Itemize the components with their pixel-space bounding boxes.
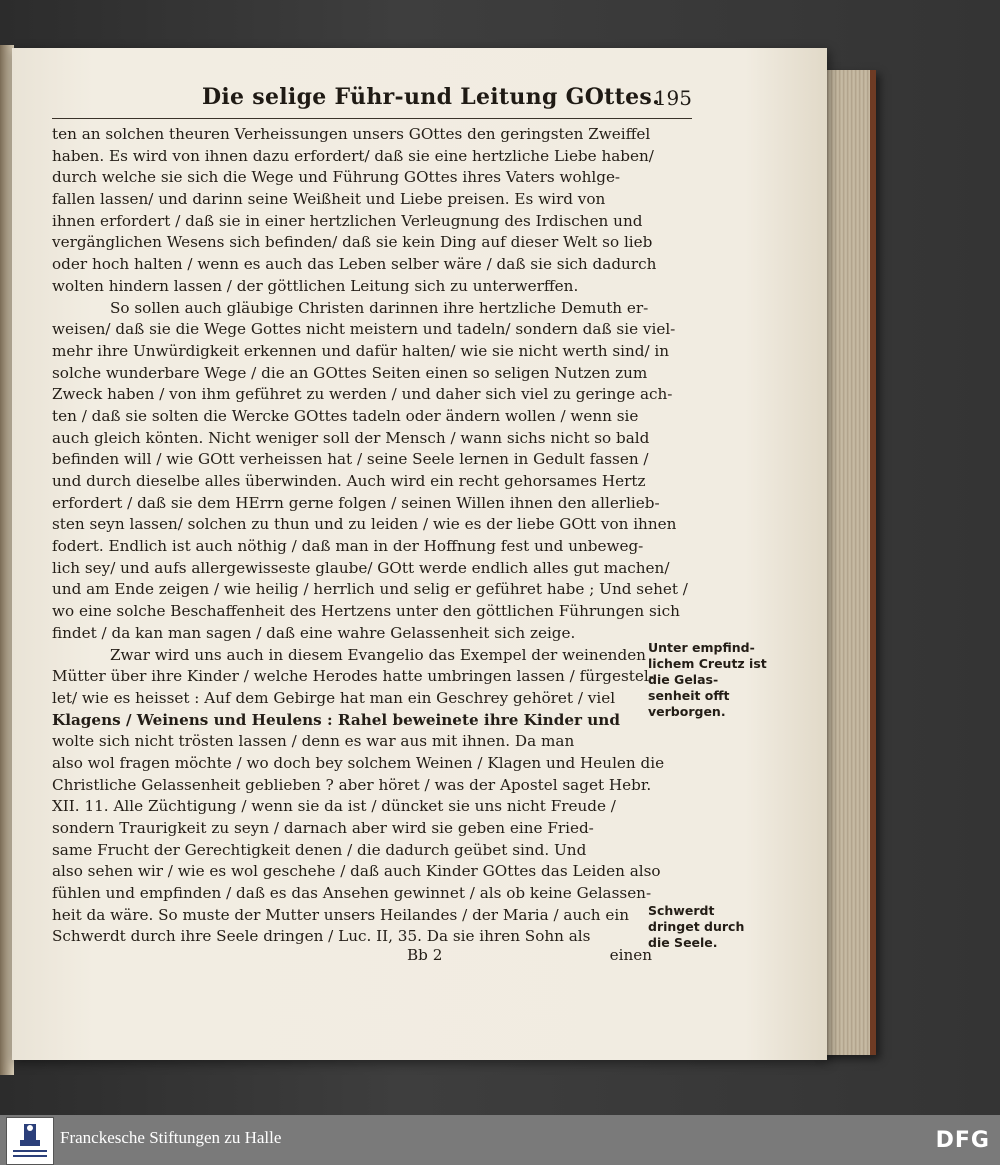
text-line: Schwerdt durch ihre Seele dringen / Luc. II, 35. Da sie ihren Sohn als: [52, 927, 591, 946]
francke-emblem-icon: [7, 1118, 53, 1164]
text-line: also wol fragen möchte / wo doch bey solchem Weinen / Klagen und Heulen die: [52, 753, 665, 772]
text-line: heit da wäre. So muste der Mutter unsers Heilandes / der Maria / auch ein: [52, 905, 630, 924]
running-head: [52, 84, 692, 119]
text-line: weisen/ daß sie die Wege Gottes nicht meistern und tadeln/ sondern daß sie viel-: [52, 320, 676, 339]
francke-logo-icon[interactable]: [6, 1117, 54, 1165]
text-line: also sehen wir / wie es wol geschehe / daß auch Kinder GOttes das Leiden also: [52, 862, 661, 881]
book-page: [12, 48, 827, 1060]
margin-note: Schwerdt dringet durch die Seele.: [648, 903, 745, 950]
text-line: erfordert / daß sie dem HErrn gerne folgen / seinen Willen ihnen den allerlieb-: [52, 493, 660, 512]
text-line: durch welche sie sich die Wege und Führung GOttes ihres Vaters wohlge-: [52, 168, 621, 187]
book-page-edges: [820, 70, 876, 1055]
text-line: und am Ende zeigen / wie heilig / herrlich und selig er geführet habe ; Und sehet /: [52, 580, 688, 599]
text-line: sten seyn lassen/ solchen zu thun und zu leiden / wie es der liebe GOtt von ihnen: [52, 515, 677, 534]
text-line: haben. Es wird von ihnen dazu erfordert/ daß sie eine hertzliche Liebe haben/: [52, 146, 654, 165]
text-line: XII. 11. Alle Züchtigung / wenn sie da ist / düncket sie uns nicht Freude /: [52, 797, 616, 816]
paragraph-start-line: So sollen auch gläubige Christen darinnen ihre hertzliche Demuth er-: [110, 298, 649, 317]
text-line: und durch dieselbe alles überwinden. Auch wird ein recht gehorsames Hertz: [52, 472, 646, 490]
text-line: wolte sich nicht trösten lassen / denn es war aus mit ihnen. Da man: [52, 732, 575, 751]
catchword: einen: [609, 946, 652, 964]
text-line: Klagens / Weinens und Heulens : Rahel beweinete ihre Kinder und: [52, 710, 620, 729]
text-line: lich sey/ und aufs allergewisseste glaube/ GOtt werde endlich alles gut machen/: [52, 558, 670, 577]
text-line: sondern Traurigkeit zu seyn / darnach aber wird sie geben eine Fried-: [52, 819, 594, 837]
text-line: mehr ihre Unwürdigkeit erkennen und dafür halten/ wie sie nicht werth sind/ in: [52, 341, 670, 360]
signature-line: [52, 946, 652, 968]
text-line: Christliche Gelassenheit geblieben ? aber höret / was der Apostel saget Hebr.: [52, 775, 652, 794]
running-head-title: Die selige Führ-und Leitung GOttes.: [202, 84, 661, 110]
text-line: Mütter über ihre Kinder / welche Herodes hatte umbringen lassen / fürgestel-: [52, 667, 654, 686]
footer-bar: [0, 1115, 1000, 1165]
text-line: ten an solchen theuren Verheissungen unsers GOttes den geringsten Zweiffel: [52, 125, 651, 143]
text-line: wolten hindern lassen / der göttlichen Leitung sich zu unterwerffen.: [52, 276, 579, 295]
text-line: befinden will / wie GOtt verheissen hat / seine Seele lernen in Gedult fassen /: [52, 450, 649, 469]
text-line: wo eine solche Beschaffenheit des Hertzens unter den göttlichen Führungen sich: [52, 602, 680, 621]
text-line: let/ wie es heisset : Auf dem Gebirge hat man ein Geschrey gehöret / viel: [52, 688, 616, 707]
text-line: solche wunderbare Wege / die an GOttes Seiten einen so seligen Nutzen zum: [52, 363, 648, 382]
text-line: fallen lassen/ und darinn seine Weißheit und Liebe preisen. Es wird von: [52, 190, 606, 209]
text-line: findet / da kan man sagen / daß eine wahre Gelassenheit sich zeige.: [52, 623, 576, 642]
text-line: vergänglichen Wesens sich befinden/ daß sie kein Ding auf dieser Welt so lieb: [52, 233, 653, 252]
page-number: 195: [653, 86, 692, 110]
text-line: same Frucht der Gerechtigkeit denen / die dadurch geübet sind. Und: [52, 840, 587, 859]
text-line: fodert. Endlich ist auch nöthig / daß man in der Hoffnung fest und unbeweg-: [52, 537, 644, 556]
text-line: fühlen und empfinden / daß es das Ansehen gewinnet / als ob keine Gelassen-: [52, 884, 652, 903]
margin-note: Unter empfind-lichem Creutz ist die Gelas-senheit offt verborgen.: [648, 640, 767, 719]
signature-mark: Bb 2: [407, 946, 443, 964]
body-text: [52, 124, 688, 948]
text-line: oder hoch halten / wenn es auch das Leben selber wäre / daß sie sich dadurch: [52, 255, 657, 274]
text-line: ihnen erfordert / daß sie in einer hertzlichen Verleugnung des Irdischen und: [52, 211, 643, 230]
text-line: ten / daß sie solten die Wercke GOttes tadeln oder ändern wollen / wenn sie: [52, 406, 639, 425]
paragraph-start-line: Zwar wird uns auch in diesem Evangelio das Exempel der weinenden: [110, 645, 646, 664]
dfg-logo[interactable]: DFG: [935, 1128, 990, 1153]
institution-name: Franckesche Stiftungen zu Halle: [60, 1128, 282, 1147]
text-line: auch gleich könten. Nicht weniger soll der Mensch / wann sichs nicht so bald: [52, 428, 650, 447]
text-line: Zweck haben / von ihm geführet zu werden / und daher sich viel zu geringe ach-: [52, 385, 673, 404]
